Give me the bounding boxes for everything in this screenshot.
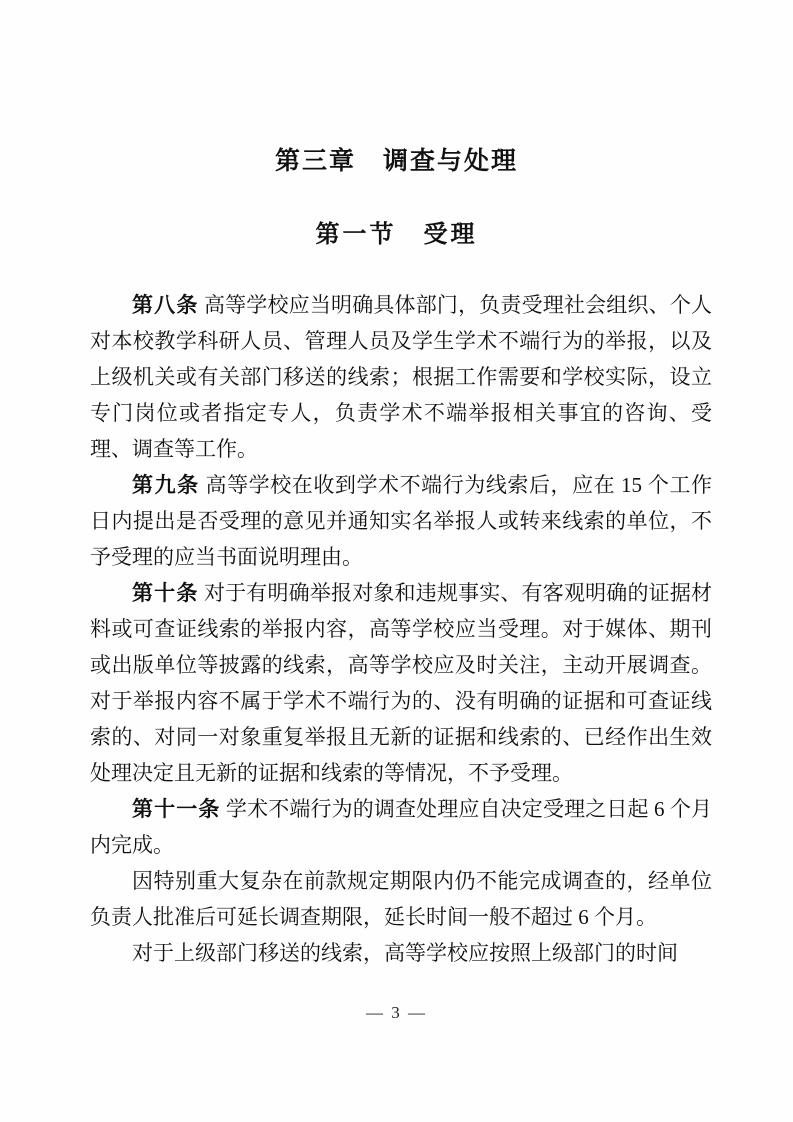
body-text xyxy=(90,287,712,971)
article-paragraph xyxy=(90,791,712,863)
article-paragraph xyxy=(90,467,712,575)
article-text: 高等学校在收到学术不端行为线索后，应在 15 个工作日内提出是否受理的意见并通知实名举报人或转来线索的单位，不予受理的应当书面说明理由。 xyxy=(90,473,713,569)
article-number: 第八条 xyxy=(132,293,199,317)
article-paragraph xyxy=(90,863,712,935)
page-number: — 3 — xyxy=(366,1003,427,1022)
section-title: 第一节 受理 xyxy=(315,222,478,248)
article-text: 高等学校应当明确具体部门，负责受理社会组织、个人对本校教学科研人员、管理人员及学生学术不端行为的举报，以及上级机关或有关部门移送的线索；根据工作需要和学校实际，设立专门岗位或者指定专人，负责学术不端举报相关事宜的咨询、受理、调查等工作。 xyxy=(90,293,713,461)
article-text: 对于上级部门移送的线索，高等学校应按照上级部门的时间 xyxy=(132,941,678,965)
article-text: 对于有明确举报对象和违规事实、有客观明确的证据材料或可查证线索的举报内容，高等学校应当受理。对于媒体、期刊或出版单位等披露的线索，高等学校应及时关注，主动开展调查。对于举报内容不属于学术不端行为的、没有明确的证据和可查证线索的、对同一对象重复举报且无新的证据和线索的、已经作出生效处理决定且无新的证据和线索的等情况，不予受理。 xyxy=(90,581,713,785)
article-text: 因特别重大复杂在前款规定期限内仍不能完成调查的，经单位负责人批准后可延长调查期限，延长时间一般不超过 6 个月。 xyxy=(90,869,712,929)
article-text: 学术不端行为的调查处理应自决定受理之日起 6 个月内完成。 xyxy=(90,797,713,857)
article-paragraph xyxy=(90,935,712,971)
article-number: 第十一条 xyxy=(132,797,221,821)
article-paragraph xyxy=(90,287,712,467)
article-number: 第九条 xyxy=(132,473,200,497)
article-number: 第十条 xyxy=(132,581,199,605)
article-paragraph xyxy=(90,575,712,791)
chapter-title: 第三章 调查与处理 xyxy=(274,147,518,175)
